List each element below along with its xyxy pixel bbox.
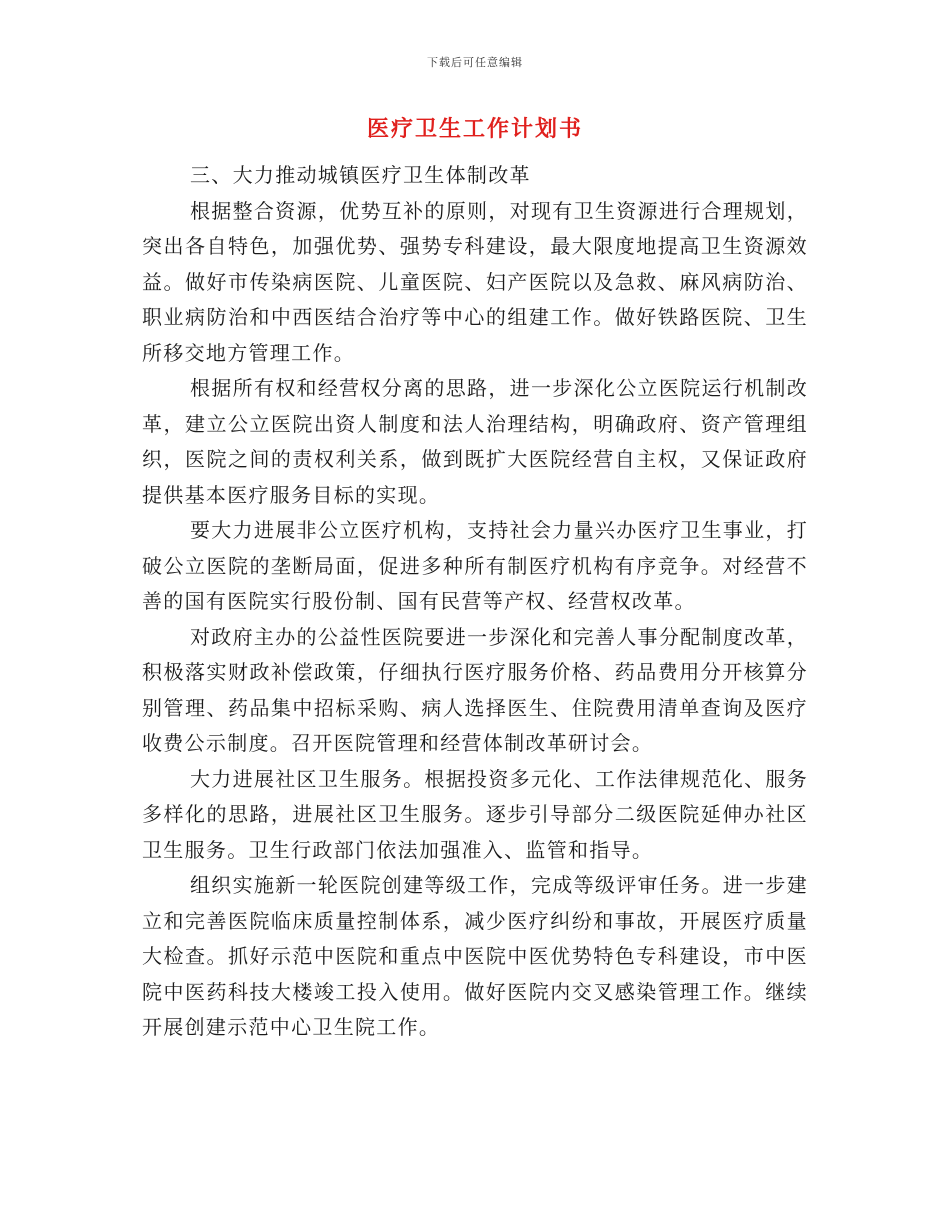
paragraph-4: 对政府主办的公益性医院要进一步深化和完善人事分配制度改革，积极落实财政补偿政策，仔细执行医疗服务价格、药品费用分开核算分别管理、药品集中招标采购、病人选择医生、住院费用清单查询及医疗收费公示制度。召开医院管理和经营体制改革研讨会。	[142, 624, 808, 755]
document-body	[142, 158, 808, 1046]
document-title: 医疗卫生工作计划书	[366, 116, 583, 142]
paragraph-1: 根据整合资源，优势互补的原则，对现有卫生资源进行合理规划，突出各自特色，加强优势、强势专科建设，最大限度地提高卫生资源效益。做好市传染病医院、儿童医院、妇产医院以及急救、麻风病防治、职业病防治和中西医结合治疗等中心的组建工作。做好铁路医院、卫生所移交地方管理工作。	[142, 198, 808, 365]
paragraph-6: 组织实施新一轮医院创建等级工作，完成等级评审任务。进一步建立和完善医院临床质量控制体系，减少医疗纠纷和事故，开展医疗质量大检查。抓好示范中医院和重点中医院中医优势特色专科建设，市中医院中医药科技大楼竣工投入使用。做好医院内交叉感染管理工作。继续开展创建示范中心卫生院工作。	[142, 873, 808, 1039]
paragraph-2: 根据所有权和经营权分离的思路，进一步深化公立医院运行机制改革，建立公立医院出资人制度和法人治理结构，明确政府、资产管理组织，医院之间的责权利关系，做到既扩大医院经营自主权，又保证政府提供基本医疗服务目标的实现。	[142, 376, 808, 507]
paragraph-5: 大力进展社区卫生服务。根据投资多元化、工作法律规范化、服务多样化的思路，进展社区卫生服务。逐步引导部分二级医院延伸办社区卫生服务。卫生行政部门依法加强准入、监管和指导。	[142, 766, 808, 862]
header-note: 下载后可任意编辑	[427, 56, 523, 69]
paragraph-3: 要大力进展非公立医疗机构，支持社会力量兴办医疗卫生事业，打破公立医院的垄断局面，促进多种所有制医疗机构有序竞争。对经营不善的国有医院实行股份制、国有民营等产权、经营权改革。	[142, 518, 808, 613]
section-heading: 三、大力推动城镇医疗卫生体制改革	[190, 163, 531, 187]
